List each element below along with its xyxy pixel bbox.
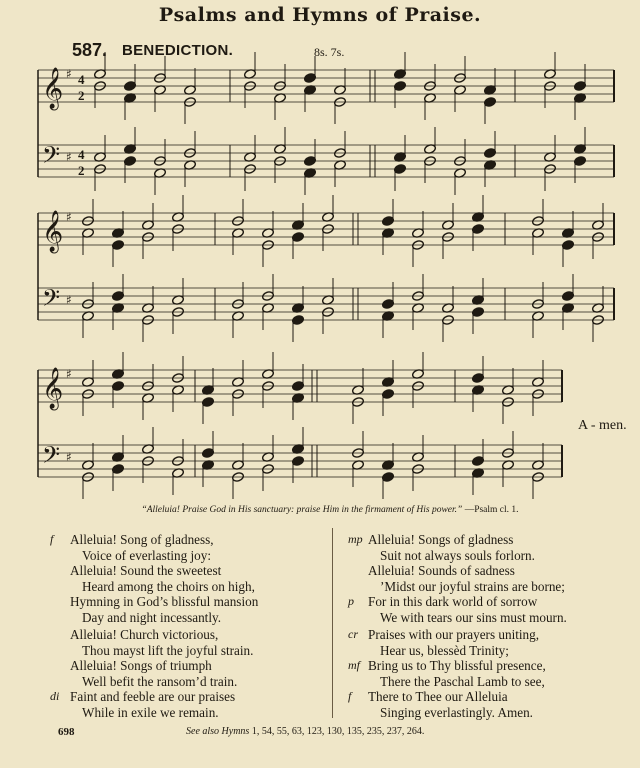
see-also-label: See also Hymns xyxy=(186,726,250,737)
key-signature-icon: ♯ xyxy=(66,367,72,381)
line-text: While in exile we remain. xyxy=(82,704,219,720)
line-text: Hymning in God’s blissful mansion xyxy=(70,594,259,609)
line-text: Day and night incessantly. xyxy=(82,609,222,625)
stanza-line xyxy=(70,579,258,595)
treble-clef-icon: 𝄞 xyxy=(42,368,64,409)
line-text: Faint and feeble are our praises xyxy=(70,689,236,704)
key-signature-icon: ♯ xyxy=(66,293,72,307)
dynamic-mark: f xyxy=(50,532,54,546)
time-signature-icon: 2 xyxy=(78,88,85,103)
stanza-line xyxy=(70,674,253,690)
stanza-line xyxy=(70,563,258,579)
dynamic-mark: mf xyxy=(348,658,360,672)
stanza-3 xyxy=(348,532,567,625)
stanza-line xyxy=(70,548,258,564)
stanza-line xyxy=(348,689,546,705)
line-text: For in this dark world of sorrow xyxy=(368,594,538,609)
dynamic-mark: cr xyxy=(348,627,358,641)
time-signature-icon: 2 xyxy=(78,163,85,178)
line-text: Singing everlastingly. Amen. xyxy=(380,704,533,720)
line-text: Alleluia! Songs of triumph xyxy=(70,658,212,673)
stanza-line xyxy=(348,532,567,548)
bass-clef-icon: 𝄢 xyxy=(42,141,61,174)
line-text: There the Paschal Lamb to see, xyxy=(380,673,545,689)
see-also-note xyxy=(186,726,424,737)
line-text: Alleluia! Church victorious, xyxy=(70,627,219,642)
hymn-number: 587. xyxy=(72,40,108,60)
stanza-line xyxy=(368,674,546,690)
running-head: Psalms and Hymns of Praise. xyxy=(158,4,482,26)
line-text: There to Thee our Alleluia xyxy=(368,689,508,704)
line-text: ’Midst our joyful strains are borne; xyxy=(380,578,565,594)
quote-citation: —Psalm cl. 1. xyxy=(464,505,519,515)
key-signature-icon: ♯ xyxy=(66,150,72,164)
stanza-line xyxy=(70,610,258,626)
scripture-quote xyxy=(30,505,630,515)
line-text: Alleluia! Sounds of sadness xyxy=(368,563,515,578)
column-divider xyxy=(332,528,333,718)
stanza-2 xyxy=(50,627,254,720)
stanza-line xyxy=(368,643,546,659)
dynamic-mark: mp xyxy=(348,532,363,546)
quote-text: “Alleluia! Praise God in His sanctuary: praise Him in the firmament of His power.” xyxy=(141,505,463,515)
hymn-meter: 8s. 7s. xyxy=(314,45,345,59)
dynamic-mark: f xyxy=(348,689,352,703)
amen-label: A - men. xyxy=(578,418,627,433)
see-also-numbers: 1, 54, 55, 63, 123, 130, 135, 235, 237, 264. xyxy=(251,726,425,737)
stanza-line xyxy=(70,643,253,659)
dynamic-mark: di xyxy=(50,689,60,703)
time-signature-icon: 4 xyxy=(78,72,85,87)
stanza-1 xyxy=(50,532,259,625)
line-text: Well befit the ransom’d train. xyxy=(82,673,238,689)
line-text: We with tears our sins must mourn. xyxy=(380,609,567,625)
stanza-line xyxy=(348,627,546,643)
line-text: Praises with our prayers uniting, xyxy=(368,627,540,642)
key-signature-icon: ♯ xyxy=(66,210,72,224)
stanza-4 xyxy=(348,627,546,720)
line-text: Hear us, blessèd Trinity; xyxy=(380,642,509,658)
line-text: Alleluia! Songs of gladness xyxy=(368,532,514,547)
stanza-line xyxy=(70,594,258,610)
stanza-line xyxy=(70,658,253,674)
dynamic-mark: p xyxy=(348,594,354,608)
stanza-line xyxy=(50,532,258,548)
stanza-line xyxy=(368,579,567,595)
stanza-line xyxy=(50,689,253,705)
stanza-line xyxy=(368,563,567,579)
line-text: Heard among the choirs on high, xyxy=(82,578,255,594)
treble-clef-icon: 𝄞 xyxy=(42,68,64,109)
stanza-line xyxy=(70,627,253,643)
stanza-line xyxy=(348,594,567,610)
bass-clef-icon: 𝄢 xyxy=(42,284,61,317)
treble-clef-icon: 𝄞 xyxy=(42,211,64,252)
hymn-title: BENEDICTION. xyxy=(122,42,234,59)
line-text: Thou mayst lift the joyful strain. xyxy=(82,642,254,658)
time-signature-icon: 4 xyxy=(78,147,85,162)
stanza-line xyxy=(368,705,546,721)
key-signature-icon: ♯ xyxy=(66,450,72,464)
line-text: Suit not always souls forlorn. xyxy=(380,547,535,563)
line-text: Alleluia! Sound the sweetest xyxy=(70,563,222,578)
line-text: Bring us to Thy blissful presence, xyxy=(368,658,546,673)
line-text: Alleluia! Song of gladness, xyxy=(70,532,214,547)
stanza-line xyxy=(70,705,253,721)
key-signature-icon: ♯ xyxy=(66,67,72,81)
page-number: 698 xyxy=(58,726,75,738)
line-text: Voice of everlasting joy: xyxy=(82,547,212,563)
bass-clef-icon: 𝄢 xyxy=(42,441,61,474)
stanza-line xyxy=(368,548,567,564)
stanza-line xyxy=(368,610,567,626)
stanza-line xyxy=(348,658,546,674)
